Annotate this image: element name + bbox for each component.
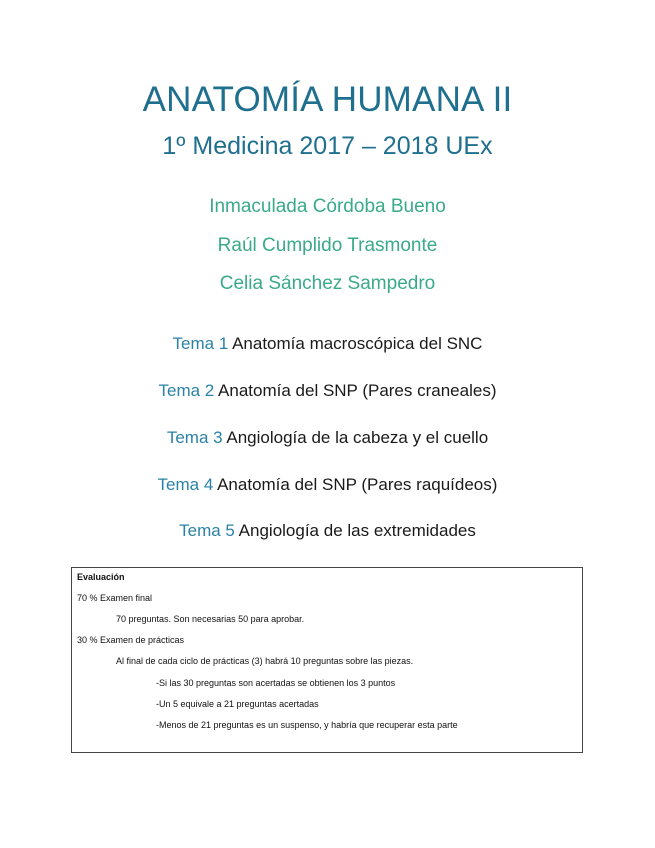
evaluation-rule: -Un 5 equivale a 21 preguntas acertadas bbox=[156, 699, 319, 709]
evaluation-box bbox=[71, 567, 583, 753]
evaluation-rule: -Si las 30 preguntas son acertadas se obtienen los 3 puntos bbox=[156, 678, 396, 688]
tema-number: Tema 5 bbox=[179, 521, 235, 540]
practicas-exam-label: 30 % Examen de prácticas bbox=[77, 635, 185, 645]
tema-item bbox=[0, 428, 655, 448]
tema-title: Angiología de las extremidades bbox=[238, 521, 476, 540]
tema-item bbox=[0, 521, 655, 541]
final-exam-detail: 70 preguntas. Son necesarias 50 para aprobar. bbox=[116, 614, 305, 624]
tema-number: Tema 4 bbox=[157, 475, 214, 494]
tema-number: Tema 1 bbox=[172, 334, 229, 353]
author-name: Celia Sánchez Sampedro bbox=[219, 273, 436, 294]
tema-number: Tema 2 bbox=[158, 381, 215, 400]
author-name: Raúl Cumplido Trasmonte bbox=[217, 235, 438, 256]
tema-title: Anatomía del SNP (Pares raquídeos) bbox=[217, 475, 498, 494]
tema-title: Anatomía macroscópica del SNC bbox=[232, 334, 483, 353]
evaluation-rule: -Menos de 21 preguntas es un suspenso, y habría que recuperar esta parte bbox=[156, 720, 458, 730]
evaluation-heading: Evaluación bbox=[77, 572, 125, 582]
author-name: Inmaculada Córdoba Bueno bbox=[209, 196, 446, 217]
final-exam-label: 70 % Examen final bbox=[77, 593, 153, 603]
tema-item bbox=[0, 475, 655, 495]
document-subtitle: 1º Medicina 2017 – 2018 UEx bbox=[162, 132, 493, 160]
tema-item bbox=[0, 334, 655, 354]
tema-title: Anatomía del SNP (Pares craneales) bbox=[218, 381, 497, 400]
practicas-exam-detail: Al final de cada ciclo de prácticas (3) habrá 10 preguntas sobre las piezas. bbox=[116, 656, 414, 666]
document-title: ANATOMÍA HUMANA II bbox=[142, 80, 513, 119]
tema-title: Angiología de la cabeza y el cuello bbox=[226, 428, 489, 447]
tema-number: Tema 3 bbox=[166, 428, 223, 447]
tema-item bbox=[0, 381, 655, 401]
